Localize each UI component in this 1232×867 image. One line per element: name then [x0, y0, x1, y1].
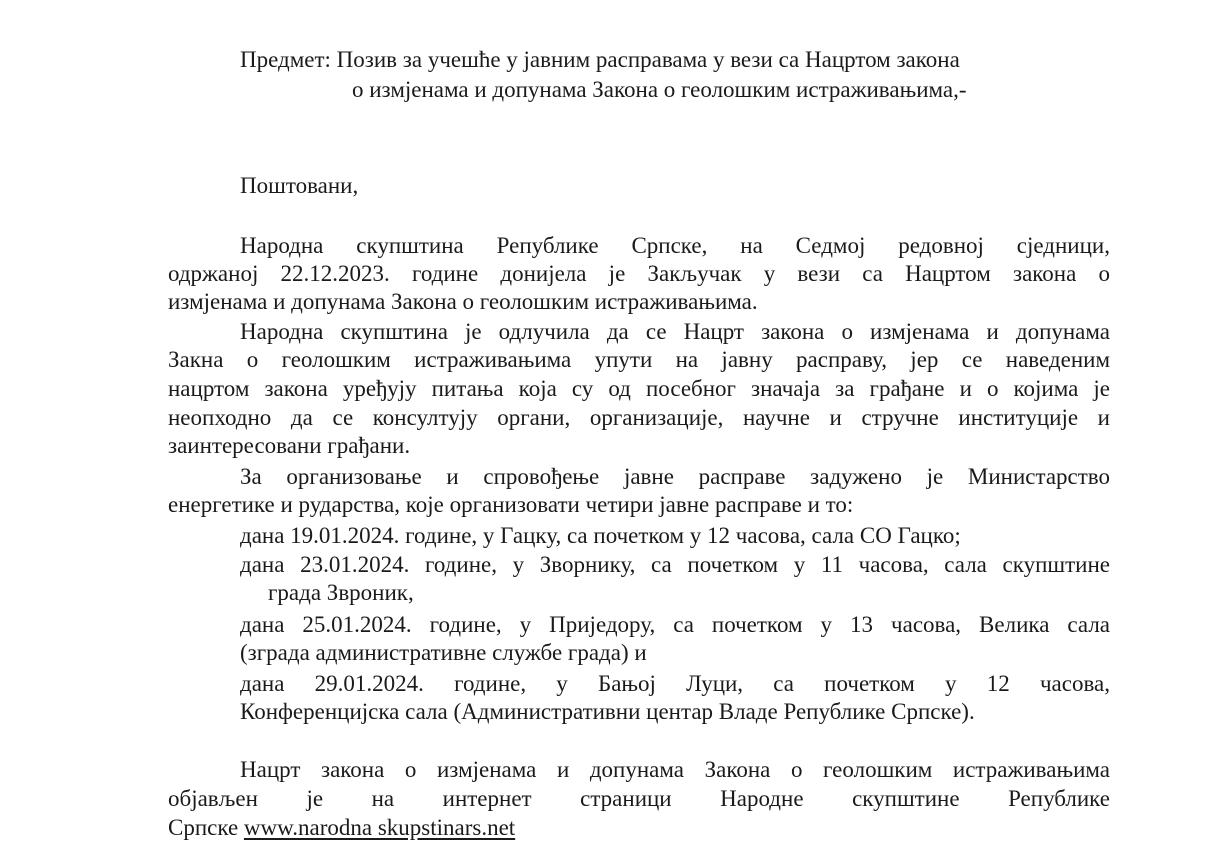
paragraph-1-line-2: одржаној 22.12.2023. године донијела је Закључак у вези са Нацртом закона о: [168, 261, 1110, 286]
hearing-3-line-2: (зграда административне службе града) и: [240, 640, 647, 665]
hearing-1: дана 19.01.2024. године, у Гацку, са почетком у 12 часова, сала СО Гацко;: [240, 523, 961, 548]
paragraph-3-line-1: За организовање и спровођење јавне расправе задужено је Министарство: [240, 464, 1110, 489]
paragraph-2-line-3: нацртом закона уређују питања која су од посебног значаја за грађане и о којима је: [168, 376, 1110, 401]
paragraph-1-line-1: Народна скупштина Републике Српске, на Седмој редовној сједници,: [240, 233, 1110, 258]
hearing-4-line-1: дана 29.01.2024. године, у Бањој Луци, са почетком у 12 часова,: [240, 671, 1110, 696]
paragraph-4-line-3: [168, 814, 1110, 842]
hearing-4-line-2: Конференцијска сала (Административни центар Владе Републике Српске).: [240, 699, 975, 724]
paragraph-2-line-4: неопходно да се консултују органи, организације, научне и стручне институције и: [168, 405, 1110, 430]
hearing-2-line-2: града Звроник,: [268, 580, 414, 605]
paragraph-2-line-2: Закна о геолошким истраживањима упути на јавну расправу, јер се наведеним: [168, 347, 1110, 372]
paragraph-1-line-3: измјенама и допунама Закона о геолошким истраживањима.: [168, 289, 758, 314]
hearing-2-line-1: дана 23.01.2024. године, у Зворнику, са почетком у 11 часова, сала скупштине: [240, 552, 1110, 577]
paragraph-3-line-2: енергетике и рударства, које организовати четири јавне расправе и то:: [168, 492, 854, 517]
paragraph-2-line-5: заинтересовани грађани.: [168, 433, 411, 458]
paragraph-2-line-1: Народна скупштина је одлучила да се Нацрт закона о измјенама и допунама: [240, 319, 1110, 344]
greeting: Поштовани,: [240, 173, 359, 198]
website-link[interactable]: www.narodna skupstinars.net: [243, 815, 516, 840]
paragraph-4-line-1: Нацрт закона о измјенама и допунама Закона о геолошким истраживањима: [240, 757, 1110, 782]
paragraph-4-line-2: објављен је на интернет страници Народне скупштине Републике: [168, 786, 1110, 811]
paragraph-4-prefix: Српске: [168, 815, 244, 840]
subject-line-2: о измјенама и допунама Закона о геолошким истраживањима,-: [352, 77, 967, 102]
hearing-3-line-1: дана 25.01.2024. године, у Приједору, са почетком у 13 часова, Велика сала: [240, 612, 1110, 637]
subject-line-1: Предмет: Позив за учешће у јавним расправама у вези са Нацртом закона: [240, 47, 960, 72]
